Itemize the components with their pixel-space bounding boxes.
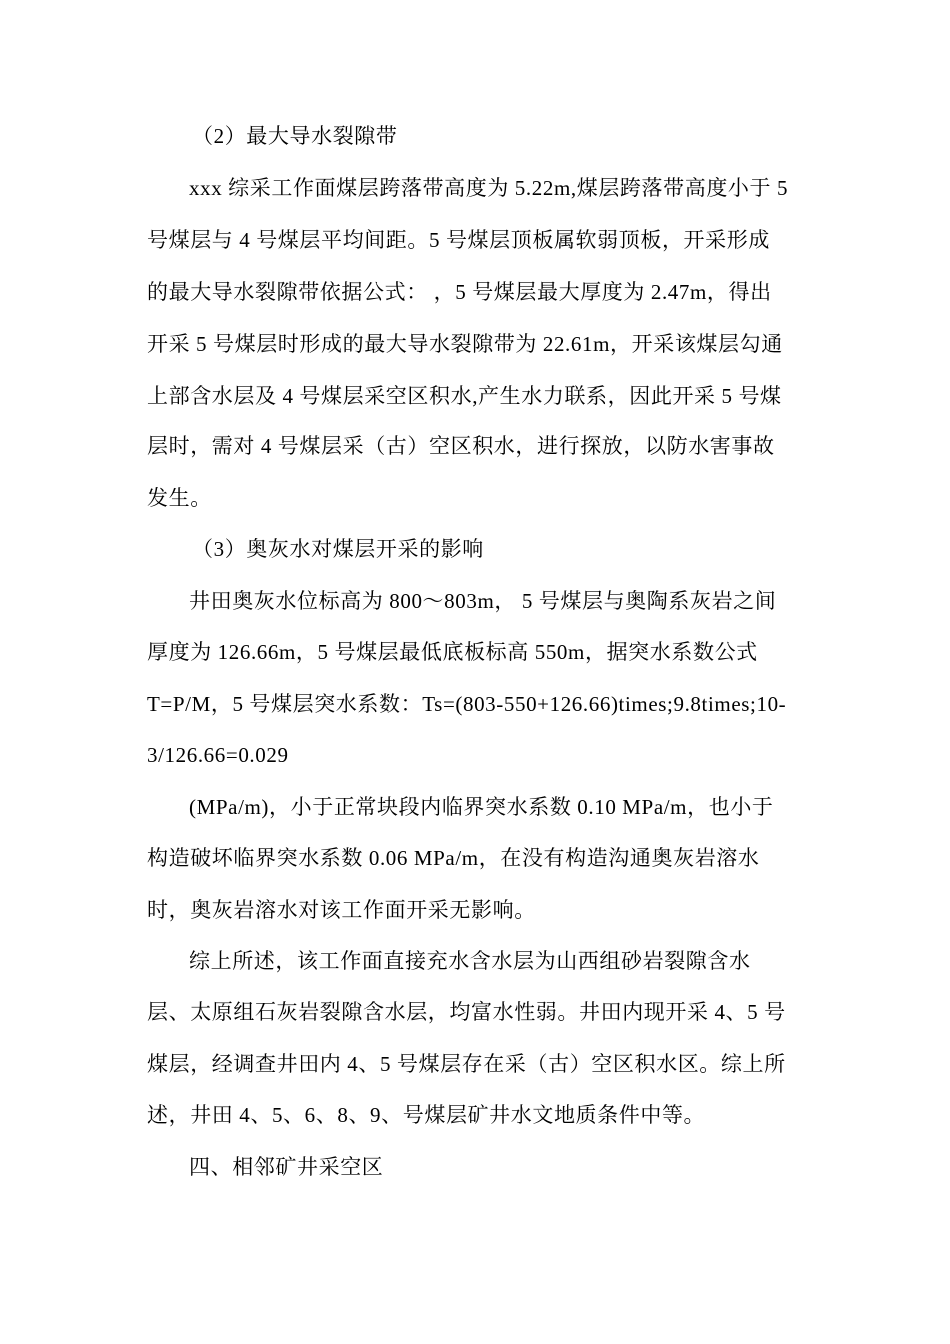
paragraph-line: 层、太原组石灰岩裂隙含水层，均富水性弱。井田内现开采 4、5 号: [147, 1000, 786, 1024]
paragraph-line: 号煤层与 4 号煤层平均间距。5 号煤层顶板属软弱顶板，开采形成: [147, 228, 770, 252]
section-heading-adjacent-mine-goaf: 四、相邻矿井采空区: [189, 1155, 384, 1179]
section-heading-ordovician-water: （3）奥灰水对煤层开采的影响: [192, 537, 484, 561]
paragraph-line: 述，井田 4、5、6、8、9、号煤层矿井水文地质条件中等。: [147, 1103, 706, 1127]
paragraph-line: 时，奥灰岩溶水对该工作面开采无影响。: [147, 898, 536, 922]
section-heading-max-water-fracture-zone: （2）最大导水裂隙带: [192, 124, 398, 148]
paragraph-line: 发生。: [147, 486, 212, 510]
paragraph-line: 井田奥灰水位标高为 800～803m， 5 号煤层与奥陶系灰岩之间: [189, 589, 777, 613]
paragraph-line: (MPa/m)，小于正常块段内临界突水系数 0.10 MPa/m，也小于: [189, 795, 774, 819]
paragraph-line: 厚度为 126.66m，5 号煤层最低底板标高 550m，据突水系数公式: [147, 640, 758, 664]
paragraph-line: 综上所述，该工作面直接充水含水层为山西组砂岩裂隙含水: [189, 949, 751, 973]
paragraph-line: xxx 综采工作面煤层跨落带高度为 5.22m,煤层跨落带高度小于 5: [189, 176, 789, 200]
paragraph-line: 3/126.66=0.029: [147, 743, 289, 767]
paragraph-line: 上部含水层及 4 号煤层采空区积水,产生水力联系，因此开采 5 号煤: [147, 384, 782, 408]
paragraph-line: 煤层，经调查井田内 4、5 号煤层存在采（古）空区积水区。综上所: [147, 1052, 786, 1076]
paragraph-line: 开采 5 号煤层时形成的最大导水裂隙带为 22.61m，开采该煤层勾通: [147, 332, 783, 356]
paragraph-line: 的最大导水裂隙带依据公式： ，5 号煤层最大厚度为 2.47m，得出: [147, 280, 772, 304]
paragraph-line: 构造破坏临界突水系数 0.06 MPa/m，在没有构造沟通奥灰岩溶水: [147, 846, 760, 870]
paragraph-line: T=P/M，5 号煤层突水系数：Ts=(803-550+126.66)times;9.8times;10-: [147, 692, 787, 716]
paragraph-line: 层时，需对 4 号煤层采（古）空区积水，进行探放，以防水害事故: [147, 434, 775, 458]
